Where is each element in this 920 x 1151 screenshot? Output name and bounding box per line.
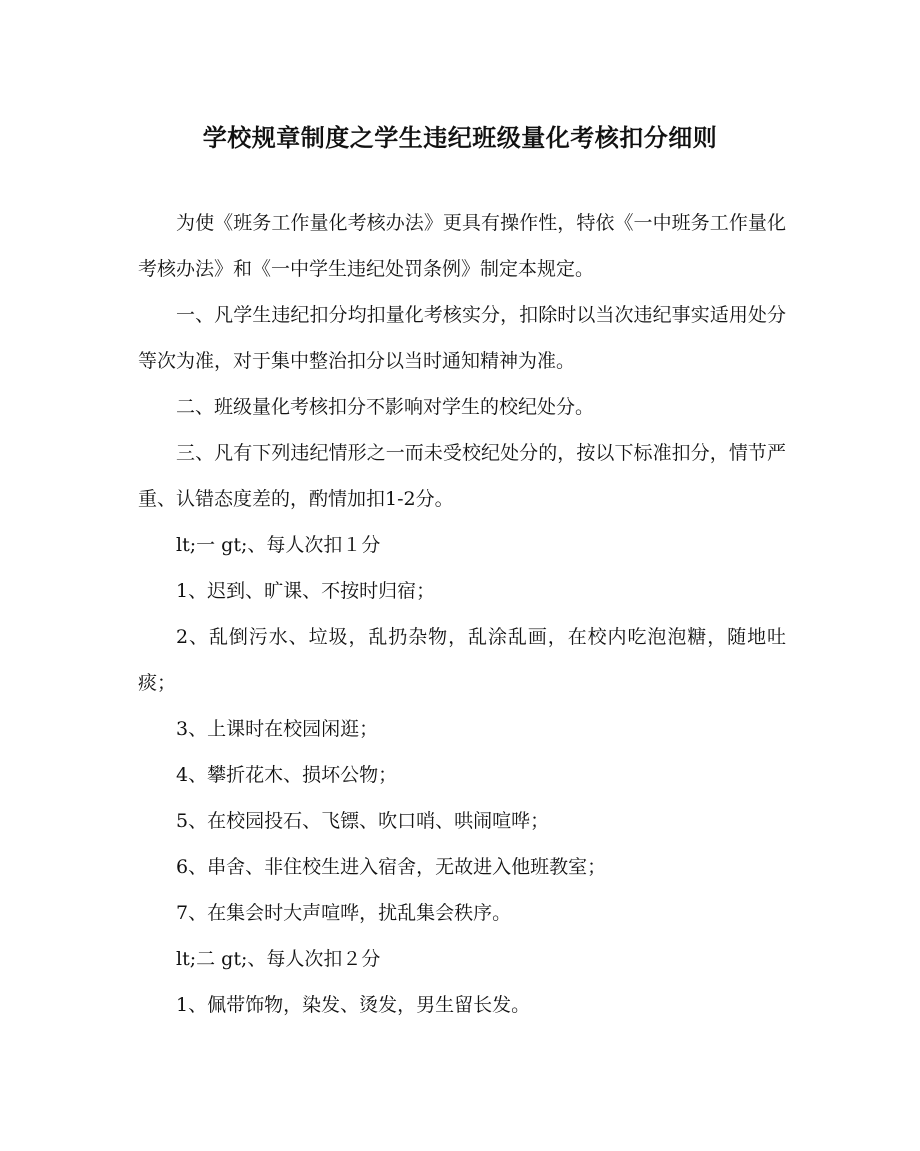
list-item: 2、乱倒污水、垃圾，乱扔杂物，乱涂乱画，在校内吃泡泡糖，随地吐痰； <box>138 626 786 694</box>
list-item: 5、在校园投石、飞镖、吹口哨、哄闹喧哗； <box>176 810 550 832</box>
list-item: 1、佩带饰物，染发、烫发，男生留长发。 <box>176 994 531 1016</box>
rule-3-paragraph: 三、凡有下列违纪情形之一而未受校纪处分的，按以下标准扣分，情节严重、认错态度差的，酌情加扣1-2分。 <box>138 442 786 510</box>
level-2-heading: lt;二 gt;、每人次扣２分 <box>176 948 381 970</box>
list-item: 7、在集会时大声喧哗，扰乱集会秩序。 <box>176 902 512 924</box>
rule-1-paragraph: 一、凡学生违纪扣分均扣量化考核实分，扣除时以当次违纪事实适用处分等次为准，对于集中整治扣分以当时通知精神为准。 <box>138 304 786 372</box>
document-title: 学校规章制度之学生违纪班级量化考核扣分细则 <box>202 124 718 152</box>
intro-paragraph: 为使《班务工作量化考核办法》更具有操作性，特依《一中班务工作量化考核办法》和《一中学生违纪处罚条例》制定本规定。 <box>138 212 786 280</box>
list-item: 1、迟到、旷课、不按时归宿； <box>176 580 436 602</box>
document-body <box>138 200 786 1028</box>
list-item: 3、上课时在校园闲逛； <box>176 718 379 740</box>
list-item: 4、攀折花木、损坏公物； <box>176 764 398 786</box>
list-item: 6、串舍、非住校生进入宿舍，无故进入他班教室； <box>176 856 607 878</box>
rule-2-paragraph: 二、班级量化考核扣分不影响对学生的校纪处分。 <box>176 396 595 418</box>
level-1-heading: lt;一 gt;、每人次扣１分 <box>176 534 381 556</box>
